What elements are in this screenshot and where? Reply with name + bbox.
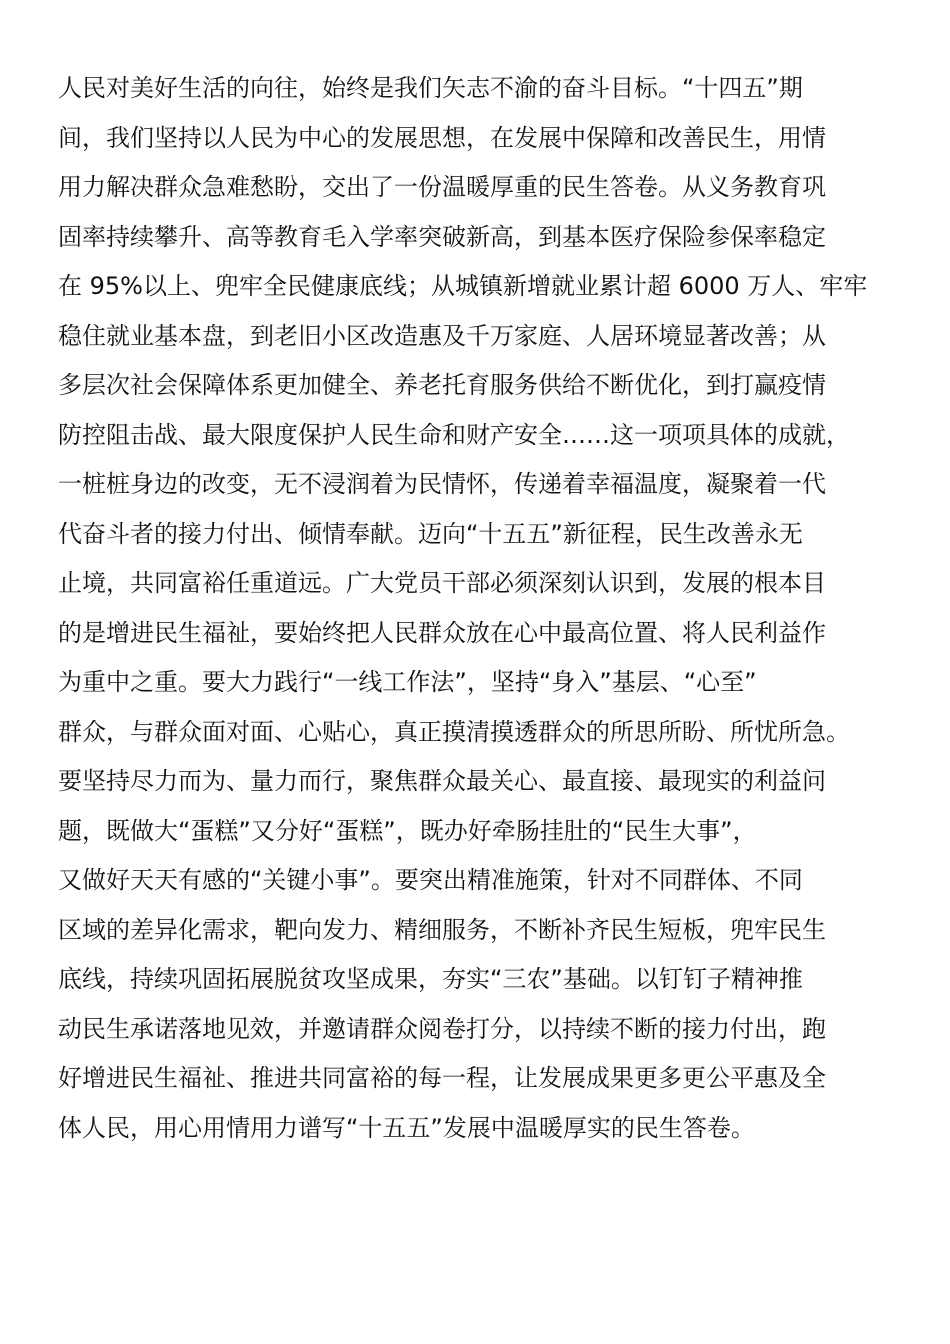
text-line: 底线，持续巩固拓展脱贫攻坚成果，夯实“三农”基础。以钉钉子精神推	[58, 965, 803, 993]
text-line: 固率持续攀升、高等教育毛入学率突破新高，到基本医疗保险参保率稳定	[58, 222, 826, 251]
text-line: 体人民，用心用情用力谱写“十五五”发展中温暖厚实的民生答卷。	[58, 1113, 755, 1142]
text-line: 稳住就业基本盘，到老旧小区改造惠及千万家庭、人居环境显著改善；从	[58, 321, 826, 350]
text-line: 止境，共同富裕任重道远。广大党员干部必须深刻认识到，发展的根本目	[58, 569, 826, 597]
text-line: 好增进民生福祉、推进共同富裕的每一程，让发展成果更多更公平惠及全	[58, 1064, 826, 1092]
text-line: 题，既做大“蛋糕”又分好“蛋糕”，既办好牵肠挂肚的“民生大事”，	[58, 816, 757, 845]
body-paragraph	[58, 70, 898, 1159]
text-line: 多层次社会保障体系更加健全、养老托育服务供给不断优化，到打赢疫情	[58, 371, 826, 399]
text-line: 群众，与群众面对面、心贴心，真正摸清摸透群众的所思所盼、所忧所急。	[58, 717, 850, 746]
text-line: 用力解决群众急难愁盼，交出了一份温暖厚重的民生答卷。从义务教育巩	[58, 173, 826, 201]
text-line: 代奋斗者的接力付出、倾情奉献。迈向“十五五”新征程，民生改善永无	[58, 519, 803, 548]
text-line: 动民生承诺落地见效，并邀请群众阅卷打分，以持续不断的接力付出，跑	[58, 1014, 826, 1043]
text-line: 要坚持尽力而为、量力而行，聚焦群众最关心、最直接、最现实的利益问	[58, 767, 826, 795]
text-line: 防控阻击战、最大限度保护人民生命和财产安全……这一项项具体的成就，	[58, 420, 850, 449]
text-line: 为重中之重。要大力践行“一线工作法”，坚持“身入”基层、“心至”	[58, 668, 757, 696]
text-line: 间，我们坚持以人民为中心的发展思想，在发展中保障和改善民生，用情	[58, 123, 826, 152]
text-line: 区域的差异化需求，靶向发力、精细服务，不断补齐民生短板，兜牢民生	[58, 915, 826, 944]
text-line: 的是增进民生福祉，要始终把人民群众放在心中最高位置、将人民利益作	[58, 618, 826, 647]
text-line: 人民对美好生活的向往，始终是我们矢志不渝的奋斗目标。“十四五”期	[58, 74, 803, 102]
text-line: 一桩桩身边的改变，无不浸润着为民情怀，传递着幸福温度，凝聚着一代	[58, 470, 826, 498]
text-line: 在 95%以上、兜牢全民健康底线；从城镇新增就业累计超 6000 万人、牢牢	[58, 272, 868, 300]
text-line: 又做好天天有感的“关键小事”。要突出精准施策，针对不同群体、不同	[58, 866, 803, 894]
